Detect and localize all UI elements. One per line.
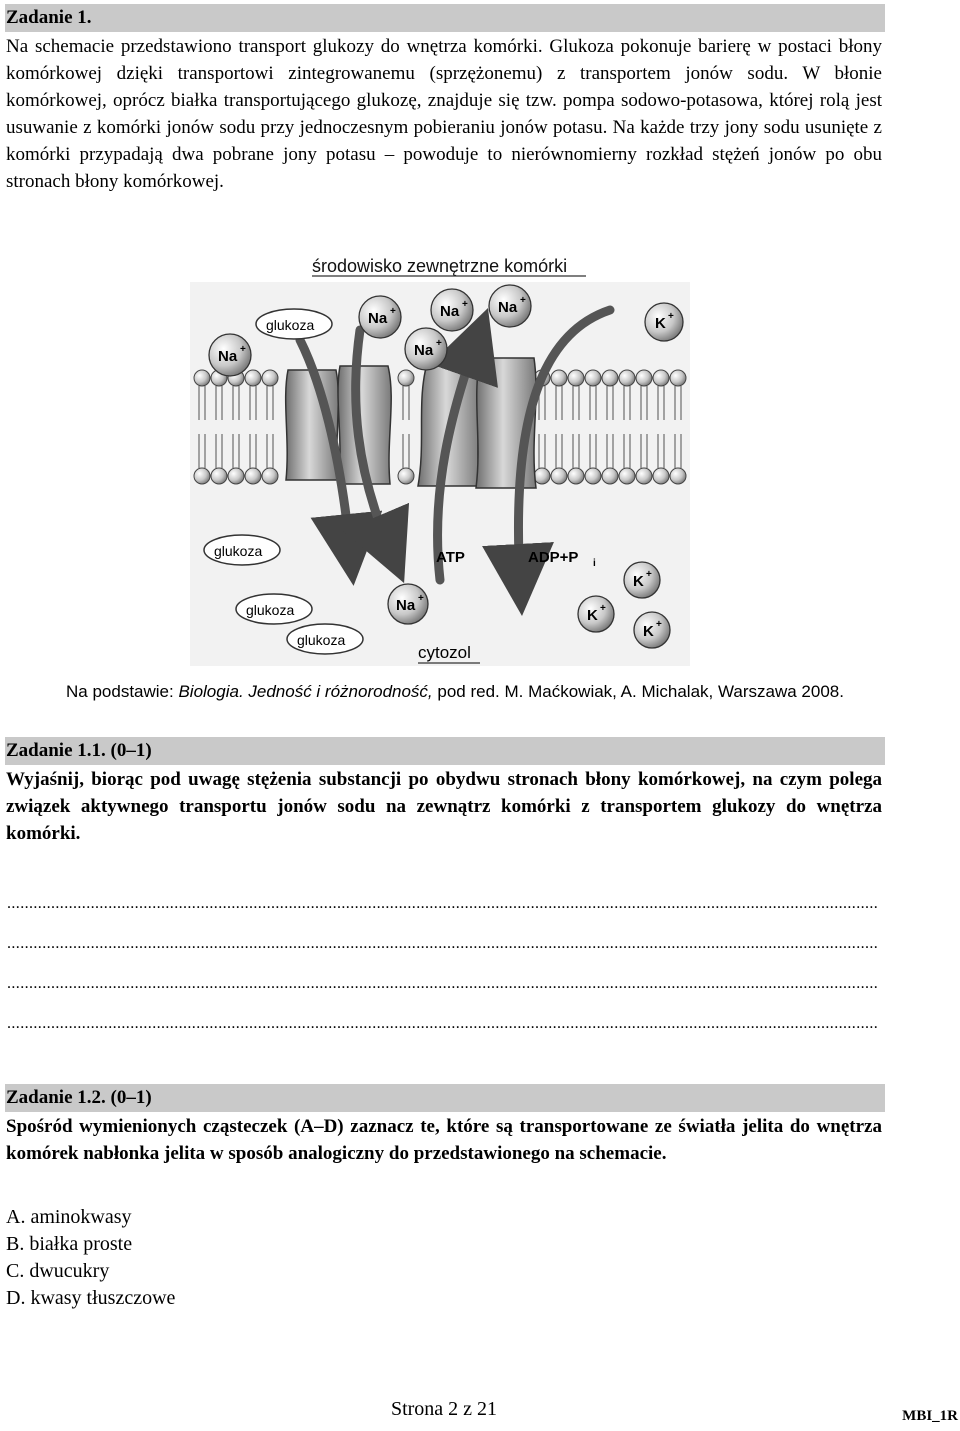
lipid-head — [262, 370, 278, 386]
svg-text:K: K — [633, 573, 644, 590]
task-heading: Zadanie 1. — [5, 4, 885, 32]
option-a[interactable]: A. aminokwasy — [6, 1206, 132, 1228]
svg-text:glukoza: glukoza — [297, 632, 346, 648]
lipid-head — [619, 370, 635, 386]
question-1-2-prompt: Spośród wymienionych cząsteczek (A–D) zaznacz te, które są transportowane ze światła jelita do wnętrza komórek nabłonka jelita w sposób analogiczny do przedstawionego na schemacie. — [6, 1116, 882, 1164]
svg-text:Na: Na — [498, 299, 518, 316]
lipid-head — [619, 468, 635, 484]
svg-text:K: K — [643, 623, 654, 640]
lipid-head — [653, 370, 669, 386]
sodium-ion — [405, 328, 447, 370]
svg-text:K: K — [587, 607, 598, 624]
task-intro: Na schemacie przedstawiono transport glukozy do wnętrza komórki. Glukoza pokonuje barierę w postaci błony komórkowej dzięki transportowi zintegrowanemu (sprzężonemu) z transportem jonów sodu. W błonie komórkowej, oprócz białka transportującego glukozę, znajduje się tzw. pompa sodowo-potasowa, której rolą jest usuwanie z komórki jonów sodu przy jednoczesnym pobieraniu jonów potasu. Na każde trzy jony sodu usunięte z komórki przypadają dwa pobrane jony potasu – powoduje to nierównomierny rozkład stężeń jonów po obu stronach błony komórkowej. — [6, 36, 882, 192]
lipid-head — [262, 468, 278, 484]
lipid-head — [568, 468, 584, 484]
svg-text:+: + — [418, 593, 424, 604]
lipid-head — [398, 468, 414, 484]
svg-text:Na: Na — [440, 303, 460, 320]
svg-text:Na: Na — [368, 310, 388, 327]
glucose-molecule — [287, 624, 363, 654]
svg-text:Na: Na — [396, 597, 416, 614]
lipid-head — [228, 468, 244, 484]
adp-subscript: i — [593, 558, 596, 569]
svg-text:glukoza: glukoza — [246, 602, 295, 618]
atp-label: ATP — [436, 549, 465, 566]
lipid-head — [670, 370, 686, 386]
question-1-2-heading: Zadanie 1.2. (0–1) — [5, 1084, 885, 1112]
svg-text:glukoza: glukoza — [266, 317, 315, 333]
glucose-molecule — [204, 535, 280, 565]
svg-text:+: + — [520, 295, 526, 306]
page-number: Strona 2 z 21 — [390, 1398, 498, 1420]
option-d[interactable]: D. kwasy tłuszczowe — [6, 1287, 176, 1309]
lipid-head — [534, 468, 550, 484]
lipid-head — [585, 370, 601, 386]
svg-text:+: + — [390, 306, 396, 317]
option-b[interactable]: B. białka proste — [6, 1233, 133, 1255]
svg-text:+: + — [668, 311, 674, 322]
svg-text:+: + — [600, 603, 606, 614]
answer-line[interactable]: ...................................................................................................................................................................................................... — [7, 975, 879, 992]
lipid-head — [398, 370, 414, 386]
svg-text:+: + — [436, 338, 442, 349]
lipid-head — [194, 370, 210, 386]
lipid-head — [585, 468, 601, 484]
lipid-head — [670, 468, 686, 484]
answer-line[interactable]: ...................................................................................................................................................................................................... — [7, 895, 879, 912]
lipid-head — [602, 468, 618, 484]
option-c[interactable]: C. dwucukry — [6, 1260, 110, 1282]
sodium-ion — [388, 584, 428, 624]
outside-label: środowisko zewnętrzne komórki — [312, 256, 568, 276]
lipid-head — [602, 370, 618, 386]
potassium-ion — [624, 562, 660, 598]
svg-text:+: + — [240, 344, 246, 355]
lipid-head — [636, 468, 652, 484]
lipid-head — [551, 370, 567, 386]
svg-text:+: + — [646, 569, 652, 580]
answer-options — [6, 1204, 175, 1312]
potassium-ion — [634, 612, 670, 648]
lipid-head — [194, 468, 210, 484]
lipid-head — [636, 370, 652, 386]
lipid-head — [551, 468, 567, 484]
lipid-head — [245, 370, 261, 386]
figure-caption: Na podstawie: Biologia. Jedność i różnorodność, pod red. M. Maćkowiak, A. Michalak, Warszawa 2008. — [66, 682, 844, 701]
potassium-ion — [578, 596, 614, 632]
sodium-ion — [431, 289, 473, 331]
svg-text:Na: Na — [218, 348, 238, 365]
svg-text:Na: Na — [414, 342, 434, 359]
svg-text:+: + — [462, 299, 468, 310]
lipid-head — [653, 468, 669, 484]
glucose-molecule — [236, 594, 312, 624]
sodium-ion — [489, 285, 531, 327]
adp-label: ADP+P — [528, 549, 579, 566]
sodium-ion — [359, 296, 401, 338]
question-1-1-prompt: Wyjaśnij, biorąc pod uwagę stężenia substancji po obydwu stronach błony komórkowej, na czym polega związek aktywnego transportu jonów sodu na zewnątrz komórki z transportem glukozy do wnętrza komórki. — [6, 769, 882, 844]
lipid-head — [211, 468, 227, 484]
membrane-transport-diagram — [190, 250, 690, 670]
cytosol-label: cytozol — [418, 643, 471, 662]
sodium-ion — [209, 334, 251, 376]
svg-text:+: + — [656, 619, 662, 630]
lipid-head — [568, 370, 584, 386]
document-code: MBI_1R — [902, 1408, 958, 1424]
svg-text:K: K — [655, 315, 666, 332]
potassium-ion — [645, 303, 683, 341]
lipid-head — [245, 468, 261, 484]
question-1-1-heading: Zadanie 1.1. (0–1) — [5, 737, 885, 765]
glucose-molecule — [256, 309, 332, 339]
answer-line[interactable]: ...................................................................................................................................................................................................... — [7, 935, 879, 952]
answer-line[interactable]: ...................................................................................................................................................................................................... — [7, 1015, 879, 1032]
svg-text:glukoza: glukoza — [214, 543, 263, 559]
